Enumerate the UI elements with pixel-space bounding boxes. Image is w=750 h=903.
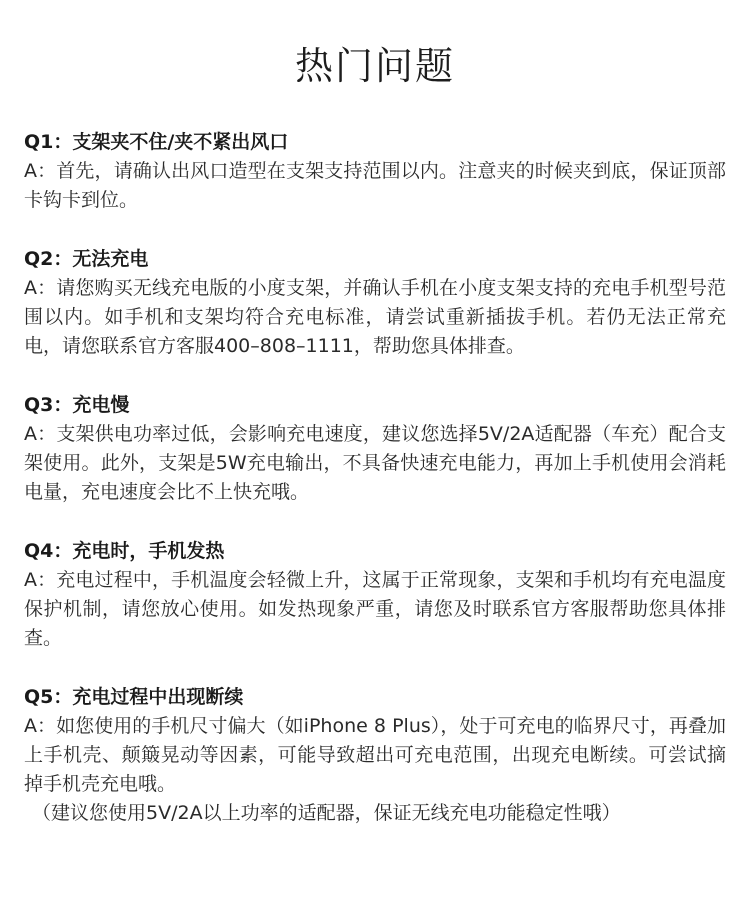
page-title: 热门问题	[294, 44, 455, 88]
faq-question: Q2：无法充电	[24, 248, 149, 270]
faq-note: （建议您使用5V/2A以上功率的适配器，保证无线充电功能稳定性哦）	[32, 802, 621, 824]
faq-question: Q4：充电时，手机发热	[24, 540, 225, 562]
faq-question: Q1：支架夹不住/夹不紧出风口	[24, 131, 289, 153]
faq-question: Q3：充电慢	[24, 394, 130, 416]
faq-answer: A：支架供电功率过低，会影响充电速度，建议您选择5V/2A适配器（车充）配合支架使用。此外，支架是5W充电输出，不具备快速充电能力，再加上手机使用会消耗电量，充电速度会比不上快充哦。	[24, 423, 726, 503]
faq-answer: A：请您购买无线充电版的小度支架，并确认手机在小度支架支持的充电手机型号范围以内。如手机和支架均符合充电标准，请尝试重新插拔手机。若仍无法正常充电，请您联系官方客服400–808–1111，帮助您具体排查。	[24, 277, 726, 357]
faq-item-q4	[24, 537, 726, 653]
faq-answer: A：首先，请确认出风口造型在支架支持范围以内。注意夹的时候夹到底，保证顶部卡钩卡到位。	[24, 160, 726, 211]
faq-item-q1	[24, 128, 726, 215]
faq-list	[24, 128, 726, 828]
faq-answer: A：充电过程中，手机温度会轻微上升，这属于正常现象，支架和手机均有充电温度保护机制，请您放心使用。如发热现象严重，请您及时联系官方客服帮助您具体排查。	[24, 569, 726, 649]
faq-question: Q5：充电过程中出现断续	[24, 686, 244, 708]
faq-item-q2	[24, 245, 726, 361]
faq-item-q5	[24, 683, 726, 828]
faq-item-q3	[24, 391, 726, 507]
faq-answer: A：如您使用的手机尺寸偏大（如iPhone 8 Plus），处于可充电的临界尺寸，再叠加上手机壳、颠簸晃动等因素，可能导致超出可充电范围，出现充电断续。可尝试摘掉手机壳充电哦。	[24, 715, 726, 795]
